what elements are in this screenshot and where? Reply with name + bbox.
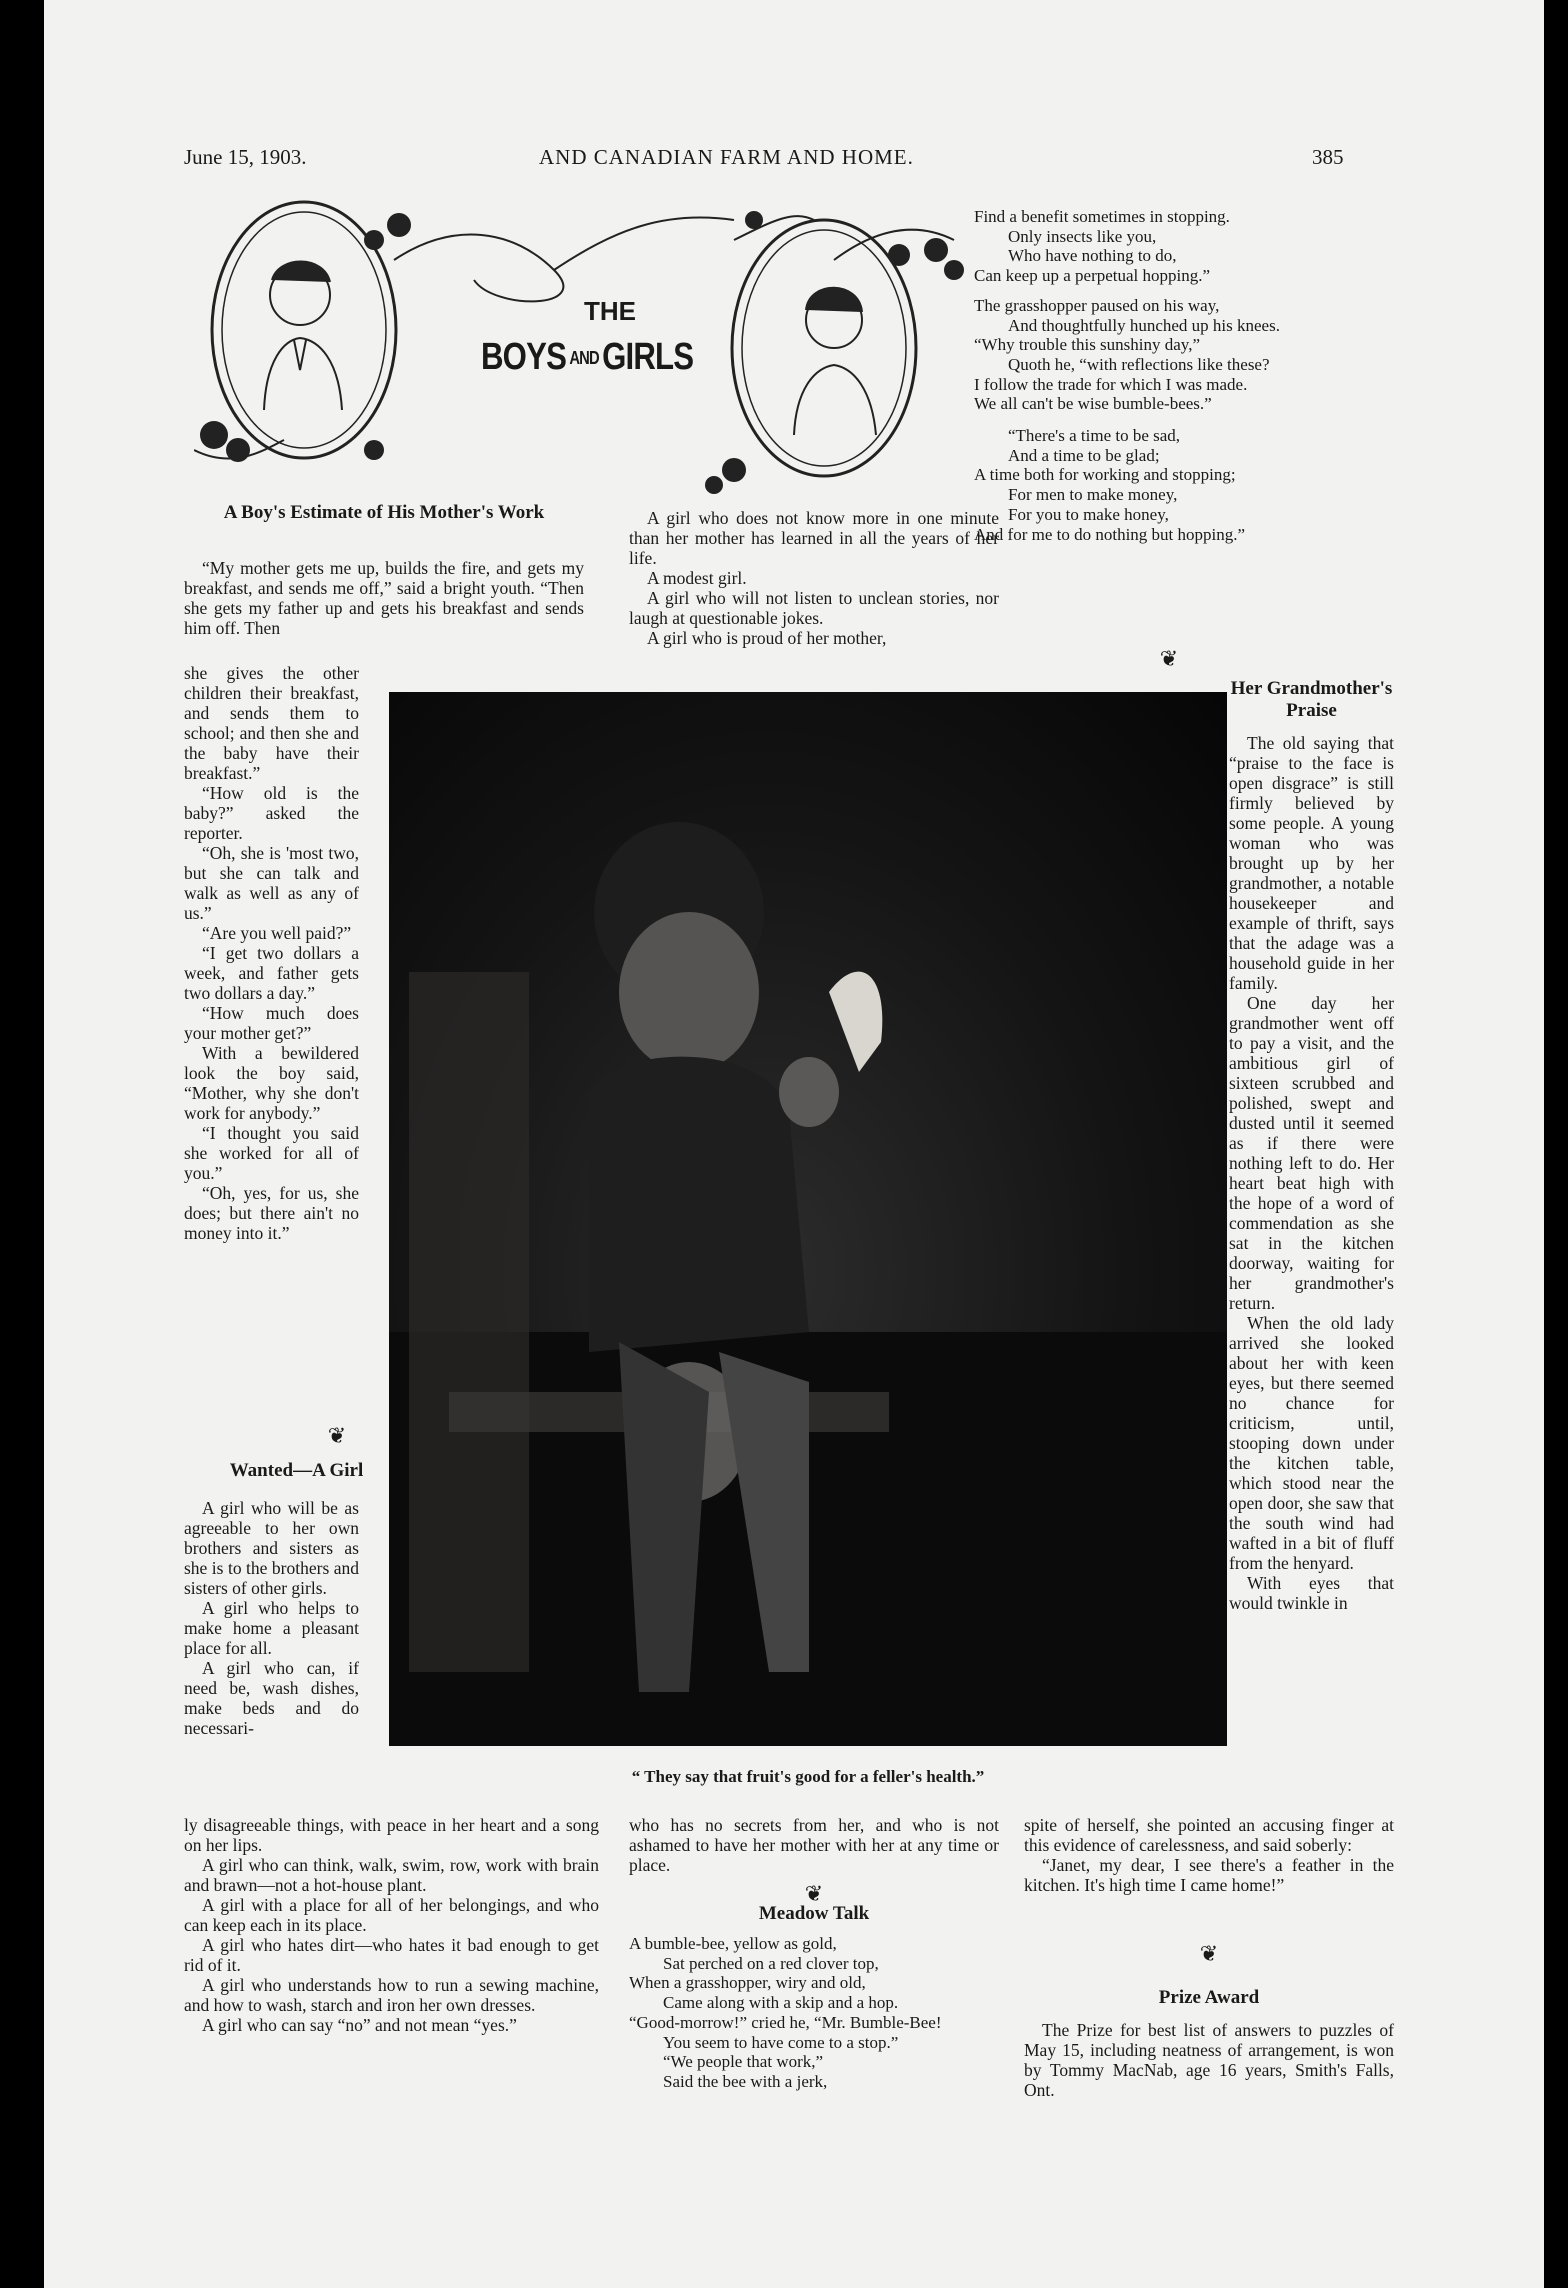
paragraph: “Oh, she is 'most two, but she can talk and walk as well as any of us.” xyxy=(184,843,359,923)
banner-girls: GIRLS xyxy=(602,336,694,378)
paragraph: A girl who helps to make home a pleasant place for all. xyxy=(184,1598,359,1658)
poem-line: And for me to do nothing but hopping.” xyxy=(974,524,1246,544)
paragraph: A girl who understands how to run a sewing machine, and how to wash, starch and iron her own dresses. xyxy=(184,1975,599,2015)
ornament-icon: ❦ xyxy=(1199,1941,1219,1966)
publication-title: AND CANADIAN FARM AND HOME. xyxy=(539,145,914,169)
grandmother-heading: Her Grandmother's Praise xyxy=(1230,678,1393,721)
paragraph: spite of herself, she pointed an accusing finger at this evidence of carelessness, and said soberly: xyxy=(1024,1815,1394,1855)
paragraph: A girl who is proud of her mother, xyxy=(647,628,887,648)
paragraph: “My mother gets me up, builds the fire, and gets my breakfast, and sends me off,” said a bright youth. “Then she gets my father up and gets his breakfast and sends him off. Then xyxy=(184,558,584,638)
paragraph: “How old is the baby?” asked the reporter. xyxy=(184,783,359,843)
wanted-girl-column xyxy=(184,1498,359,1738)
wanted-girl-middle-end xyxy=(629,1815,999,1875)
boys-estimate-intro xyxy=(184,558,584,638)
boys-estimate-heading: A Boy's Estimate of His Mother's Work xyxy=(223,502,545,523)
poem-line: The grasshopper paused on his way, xyxy=(974,295,1220,315)
poem-line: And a time to be glad; xyxy=(1008,445,1160,465)
meadow-talk-continued xyxy=(974,207,1394,544)
poem-line: “Why trouble this sunshiny day,” xyxy=(974,335,1200,355)
poem-line: When a grasshopper, wiry and old, xyxy=(629,1973,866,1993)
paragraph: A girl who can say “no” and not mean “yes.” xyxy=(202,2015,517,2035)
wanted-girl-heading: Wanted—A Girl xyxy=(229,1460,364,1481)
ornament-icon: ❦ xyxy=(804,1881,824,1906)
boys-estimate-column xyxy=(184,663,359,1243)
banner-and: AND xyxy=(569,348,599,369)
paragraph: When the old lady arrived she looked about her with keen eyes, but there seemed no chance for criticism, until, stooping down under the kitchen table, which stood near the open door, she saw that the south wind had wafted in a bit of fluff from the henyard. xyxy=(1229,1313,1394,1573)
poem-line: Only insects like you, xyxy=(1008,226,1157,246)
meadow-talk-poem xyxy=(629,1934,999,2092)
paragraph: “How much does your mother get?” xyxy=(184,1003,359,1043)
banner-boys: BOYS xyxy=(481,336,567,378)
paragraph: A girl who will be as agreeable to her own brothers and sisters as she is to the brothers and sisters of other girls. xyxy=(184,1498,359,1598)
page-number: 385 xyxy=(1312,145,1344,169)
paragraph: With eyes that would twinkle in xyxy=(1229,1573,1394,1613)
poem-line: A bumble-bee, yellow as gold, xyxy=(629,1934,837,1953)
poem-line: Came along with a skip and a hop. xyxy=(663,1993,899,2013)
grandmother-column xyxy=(1229,733,1394,1613)
paragraph: A girl who will not listen to unclean stories, nor laugh at questionable jokes. xyxy=(629,588,999,628)
photo-illustration xyxy=(389,692,1227,1746)
poem-line: I follow the trade for which I was made. xyxy=(974,374,1248,394)
paragraph: One day her grandmother went off to pay a visit, and the ambitious girl of sixteen scrubbed and polished, swept and dusted until it seemed as if there were nothing left to do. Her heart beat high with the hope of a word of commendation as she sat in the kitchen doorway, waiting for her grandmother's return. xyxy=(1229,993,1394,1313)
paragraph: “Are you well paid?” xyxy=(202,923,352,943)
paragraph: ly disagreeable things, with peace in her heart and a song on her lips. xyxy=(184,1815,599,1855)
paragraph: “Janet, my dear, I see there's a feather in the kitchen. It's high time I came home!” xyxy=(1024,1855,1394,1895)
paragraph: she gives the other children their breakfast, and sends them to school; and then she and the baby have their breakfast.” xyxy=(184,663,359,783)
paragraph: “Oh, yes, for us, she does; but there ain't no money into it.” xyxy=(184,1183,359,1243)
poem-line: We all can't be wise bumble-bees.” xyxy=(974,394,1212,414)
poem-line: “Good-morrow!” cried he, “Mr. Bumble-Bee! xyxy=(629,2012,942,2032)
poem-line: Can keep up a perpetual hopping.” xyxy=(974,266,1211,286)
banner-the: THE xyxy=(584,296,636,326)
magazine-page xyxy=(44,0,1544,2288)
poem-line: Find a benefit sometimes in stopping. xyxy=(974,207,1230,226)
poem-line: You seem to have come to a stop.” xyxy=(663,2032,899,2052)
ornament-icon: ❦ xyxy=(1159,646,1179,671)
poem-line: And thoughtfully hunched up his knees. xyxy=(1008,315,1280,335)
paragraph: A girl who does not know more in one minute than her mother has learned in all the years of her life. xyxy=(629,508,999,568)
paragraph: A modest girl. xyxy=(647,568,747,588)
poem-line: Sat perched on a red clover top, xyxy=(663,1953,879,1973)
poem-line: “We people that work,” xyxy=(663,2052,824,2072)
poem-line: For men to make money, xyxy=(1008,485,1178,505)
poem-line: A time both for working and stopping; xyxy=(974,465,1236,485)
paragraph: A girl who can, if need be, wash dishes, make beds and do necessari- xyxy=(184,1658,359,1738)
paragraph: With a bewildered look the boy said, “Mother, why she don't work for anybody.” xyxy=(184,1043,359,1123)
poem-line: Who have nothing to do, xyxy=(1008,246,1177,266)
grandmother-continued xyxy=(1024,1815,1394,1895)
photo-caption: “ They say that fruit's good for a feller's health.” xyxy=(631,1767,985,1786)
paragraph: A girl with a place for all of her belongings, and who can keep each in its place. xyxy=(184,1895,599,1935)
prize-award-heading: Prize Award xyxy=(1158,1987,1260,2008)
issue-date: June 15, 1903. xyxy=(184,145,307,169)
ornament-icon: ❦ xyxy=(327,1423,347,1448)
paragraph: “I thought you said she worked for all of you.” xyxy=(184,1123,359,1183)
paragraph: “I get two dollars a week, and father gets two dollars a day.” xyxy=(184,943,359,1003)
paragraph: who has no secrets from her, and who is not ashamed to have her mother with her at any time or place. xyxy=(629,1815,999,1875)
wanted-girl-continued xyxy=(184,1815,599,2035)
banner-title xyxy=(481,336,693,379)
paragraph: A girl who can think, walk, swim, row, work with brain and brawn—not a hot-house plant. xyxy=(184,1855,599,1895)
boy-eating-banana-photo xyxy=(389,692,1227,1746)
poem-line: “There's a time to be sad, xyxy=(1008,426,1181,446)
poem-line: Quoth he, “with reflections like these? xyxy=(1008,354,1270,374)
paragraph: A girl who hates dirt—who hates it bad enough to get rid of it. xyxy=(184,1935,599,1975)
poem-line: Said the bee with a jerk, xyxy=(663,2071,828,2091)
paragraph: The old saying that “praise to the face is open disgrace” is still firmly believed by some people. A young woman who was brought up by her grandmother, a notable housekeeper and example of thrift, says that the adage was a household guide in her family. xyxy=(1229,733,1394,993)
paragraph: The Prize for best list of answers to puzzles of May 15, including neatness of arrangement, is won by Tommy MacNab, age 16 years, Smith's Falls, Ont. xyxy=(1024,2020,1394,2100)
wanted-girl-middle xyxy=(629,508,999,648)
poem-line: For you to make honey, xyxy=(1008,504,1169,524)
meadow-talk-heading: Meadow Talk xyxy=(758,1903,870,1924)
prize-award-text xyxy=(1024,2020,1394,2100)
